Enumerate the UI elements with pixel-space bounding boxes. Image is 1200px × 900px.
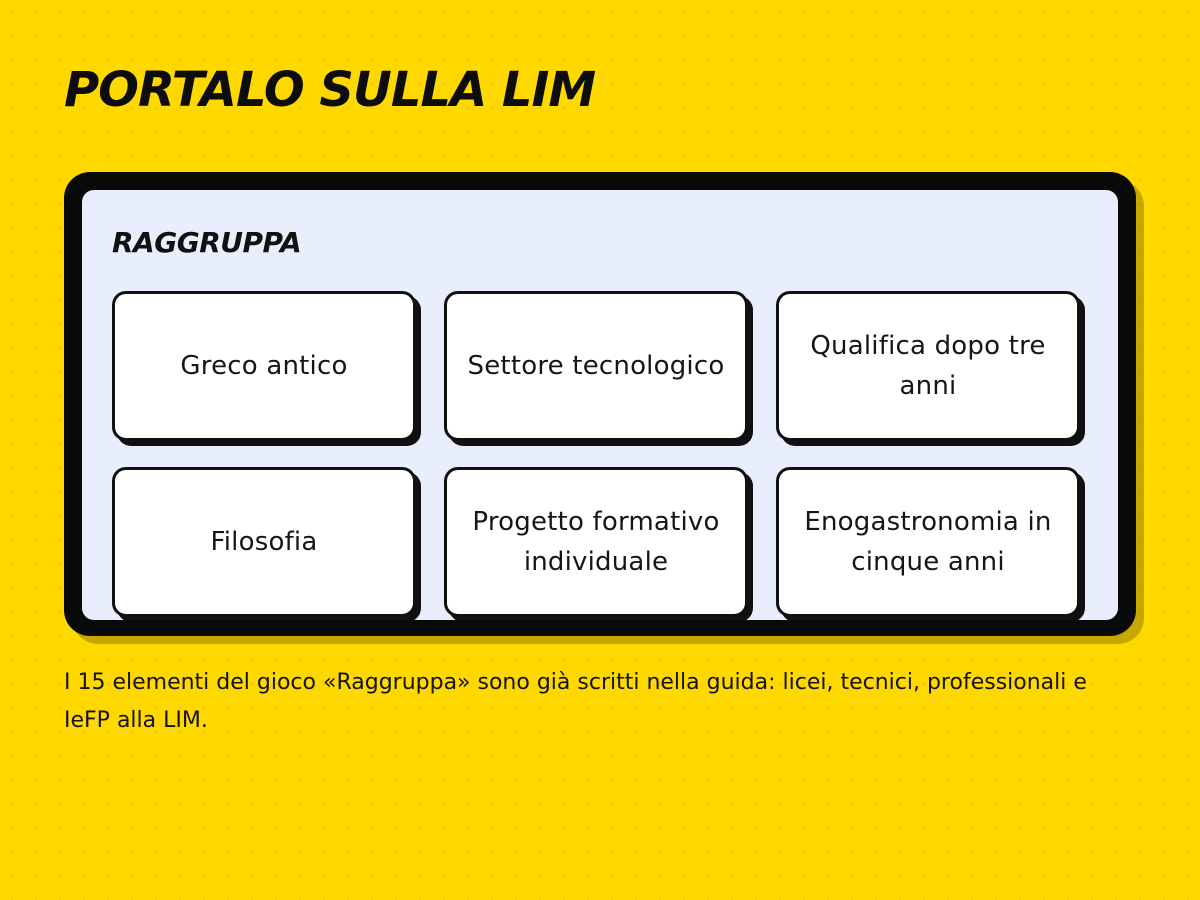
interactive-whiteboard xyxy=(64,172,1136,636)
card-grid xyxy=(112,291,1084,617)
card-progetto-formativo-individuale[interactable] xyxy=(444,467,748,617)
whiteboard-screen xyxy=(82,190,1118,620)
caption-text: I 15 elementi del gioco «Raggruppa» sono già scritti nella guida: licei, tecnici, professionali e IeFP alla LIM. xyxy=(64,670,1087,733)
card-filosofia[interactable] xyxy=(112,467,416,617)
card-qualifica-dopo-tre-anni[interactable] xyxy=(776,291,1080,441)
card-greco-antico[interactable] xyxy=(112,291,416,441)
page-title: PORTALO SULLA LIM xyxy=(64,62,596,118)
card-label: Enogastronomia in cinque anni xyxy=(804,507,1052,577)
card-label: Settore tecnologico xyxy=(467,351,725,381)
card-label: Qualifica dopo tre anni xyxy=(810,331,1046,401)
card-enogastronomia-in-cinque-anni[interactable] xyxy=(776,467,1080,617)
card-label: Greco antico xyxy=(180,351,348,381)
card-settore-tecnologico[interactable] xyxy=(444,291,748,441)
card-label: Filosofia xyxy=(210,527,318,557)
game-heading: RAGGRUPPA xyxy=(112,226,302,259)
card-label: Progetto formativo individuale xyxy=(472,507,720,577)
